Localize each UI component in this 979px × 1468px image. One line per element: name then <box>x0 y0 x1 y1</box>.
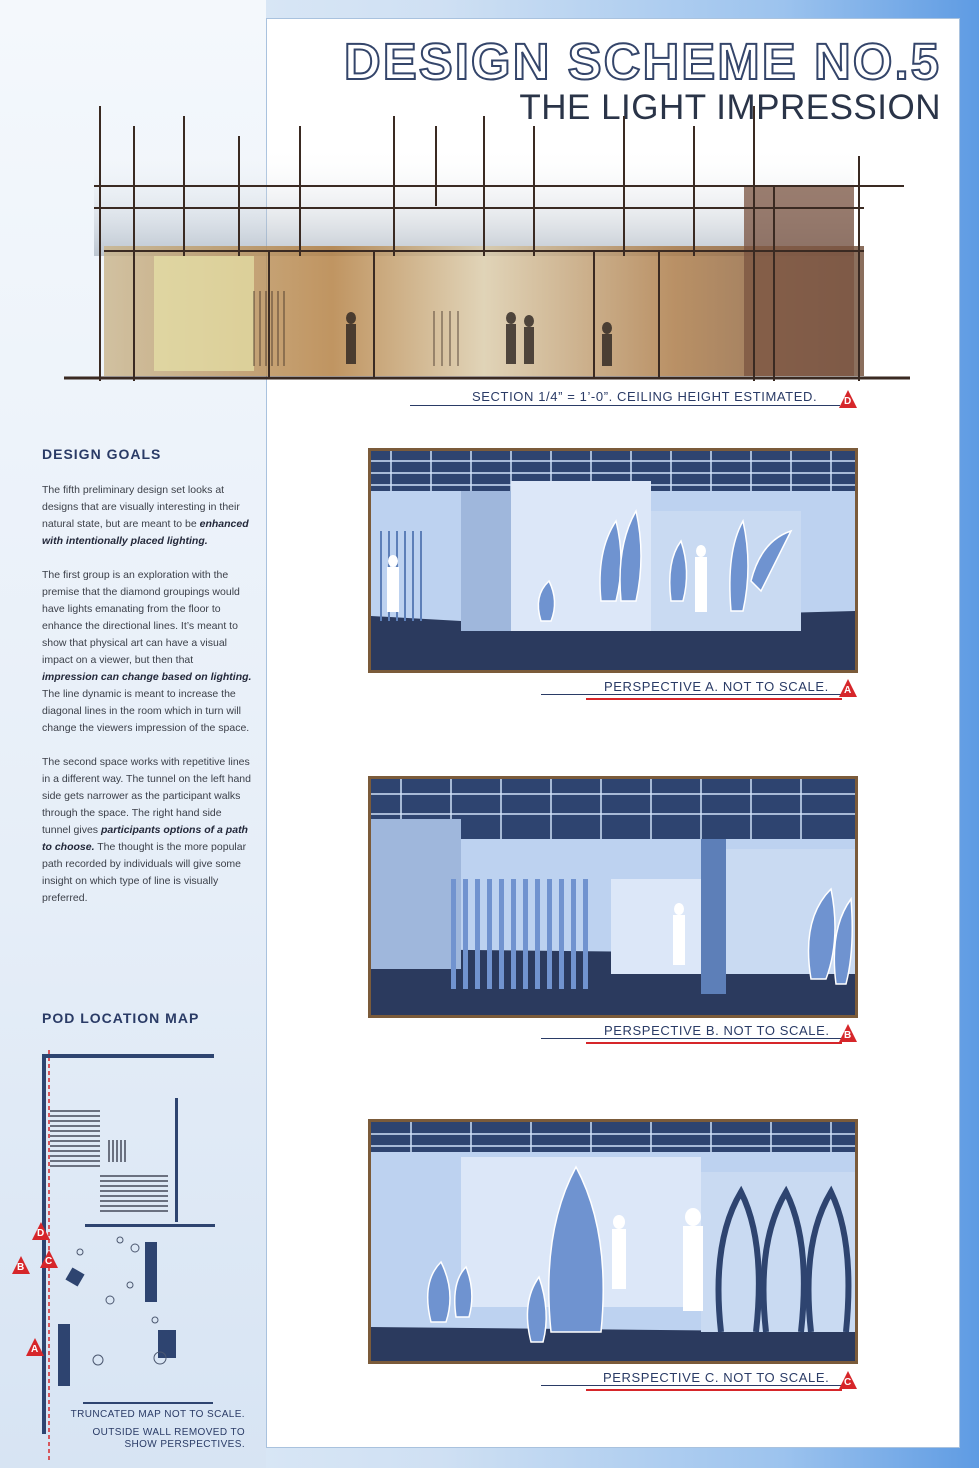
perspective-b-marker-letter: B <box>844 1030 852 1041</box>
map-marker-c-letter: C <box>45 1256 53 1267</box>
perspective-b-caption-underline <box>541 1038 841 1039</box>
perspective-a-caption-underline <box>541 694 841 695</box>
map-marker-b-letter: B <box>17 1262 25 1273</box>
page-subtitle: THE LIGHT IMPRESSION <box>519 88 941 127</box>
perspective-c-render <box>368 1119 858 1364</box>
perspective-a-render <box>368 448 858 673</box>
design-goals-text <box>42 482 252 924</box>
goals-p3-text-b: The thought is the more popular path recorded by individuals will give some insight on which type of line is visually preferred. <box>42 841 247 904</box>
perspective-c-caption-redline <box>586 1389 842 1391</box>
map-note-1: TRUNCATED MAP NOT TO SCALE. <box>70 1409 245 1420</box>
perspective-a-marker-letter: A <box>844 685 852 696</box>
perspective-c-marker-letter: C <box>844 1377 852 1388</box>
perspective-a-image <box>371 451 855 670</box>
goals-paragraph-3 <box>42 754 252 907</box>
map-marker-a-letter: A <box>31 1344 39 1355</box>
goals-paragraph-1 <box>42 482 252 550</box>
page-title: DESIGN SCHEME NO.5 <box>343 33 941 90</box>
perspective-a-caption: PERSPECTIVE A. NOT TO SCALE. <box>604 679 829 694</box>
perspective-b-caption-redline <box>586 1042 842 1044</box>
goals-p2-emphasis: impression can change based on lighting. <box>42 671 252 683</box>
perspective-b-image <box>371 779 855 1015</box>
pod-location-map <box>10 1030 260 1460</box>
perspective-c-caption: PERSPECTIVE C. NOT TO SCALE. <box>603 1370 830 1385</box>
perspective-c-image <box>371 1122 855 1361</box>
perspective-b-caption: PERSPECTIVE B. NOT TO SCALE. <box>604 1023 830 1038</box>
perspective-c-caption-underline <box>541 1385 841 1386</box>
map-marker-d-letter: D <box>37 1228 45 1239</box>
section-sketch <box>64 96 910 396</box>
map-note-2: OUTSIDE WALL REMOVED TO <box>92 1427 245 1438</box>
goals-p1-text: The fifth preliminary design set looks at designs that are visually interesting in their natural state, but are meant to be <box>42 484 240 530</box>
section-caption-underline <box>410 405 840 406</box>
map-note-3: SHOW PERSPECTIVES. <box>124 1439 245 1450</box>
goals-paragraph-2 <box>42 567 252 737</box>
goals-p2-text-b: The line dynamic is meant to increase the diagonal lines in the room which in turn will change the viewers impression of the space. <box>42 688 250 734</box>
goals-p3-emphasis: participants options of a path to choose. <box>42 824 248 853</box>
section-marker-letter: D <box>844 396 852 407</box>
pod-map-heading: POD LOCATION MAP <box>42 1010 200 1026</box>
goals-p3-text-a: The second space works with repetitive lines in a different way. The tunnel on the left hand side gets narrower as the participant walks through the space. The right hand side tunnel gives <box>42 756 251 836</box>
goals-p2-text-a: The first group is an exploration with the premise that the diamond groupings would have lights emanating from the floor to enhance the directional lines. It’s meant to show that physical art can have a visual impact on a viewer, but then that <box>42 569 240 666</box>
goals-p1-emphasis: enhanced with intentionally placed lighting. <box>42 518 249 547</box>
perspective-b-render <box>368 776 858 1018</box>
design-goals-heading: DESIGN GOALS <box>42 446 162 462</box>
section-caption: SECTION 1/4” = 1’-0”. CEILING HEIGHT ESTIMATED. <box>472 389 818 404</box>
perspective-a-caption-redline <box>586 698 842 700</box>
